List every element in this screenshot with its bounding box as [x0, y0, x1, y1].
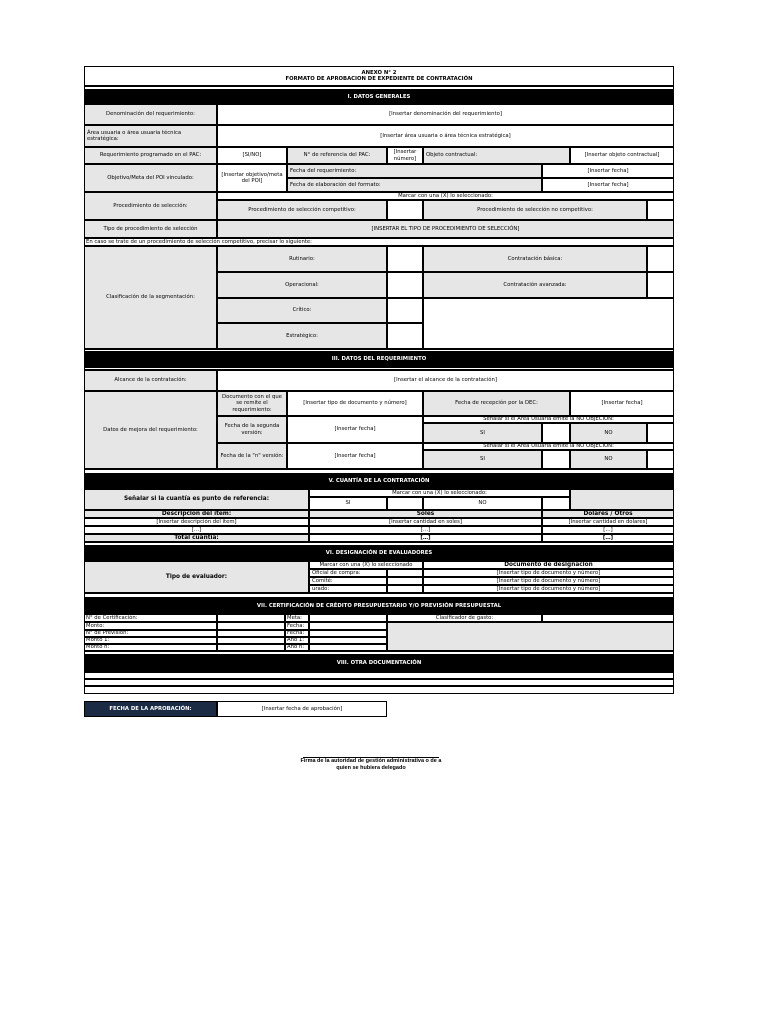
ano-n-label: Año n: [285, 644, 309, 651]
section-title-cuantia: V. CUANTÍA DE LA CONTRATACIÓN [84, 474, 674, 489]
no-objecion-si-1: SI [423, 423, 542, 443]
annex-number: ANEXO N° 2 [361, 69, 397, 76]
meta-field[interactable] [309, 614, 387, 622]
cuantia-blank [570, 489, 674, 510]
evaluador-jurado-label: urado: [309, 585, 387, 593]
no-objecion-si-check-1[interactable] [542, 423, 570, 443]
col-descripcion-item: Descripción del ítem: [84, 510, 309, 518]
proc-no-competitivo-check[interactable] [647, 200, 674, 220]
evaluador-comite-check[interactable] [387, 577, 423, 585]
item-soles-field[interactable]: [Insertar cantidad en soles] [309, 518, 542, 526]
fecha-n-field[interactable]: [Insertar fecha] [287, 443, 423, 469]
cuantia-marcar-note: Marcar con una (X) lo seleccionado: [309, 489, 570, 497]
doc-remite-label: Documento con el que se remite el requerimiento: [217, 391, 287, 416]
form-title: FORMATO DE APROBACION DE EXPEDIENTE DE CONTRATACIÓN [285, 76, 473, 82]
pac-field[interactable]: [SI/NO] [217, 147, 287, 164]
clasificador-field[interactable] [542, 614, 674, 622]
cuantia-si-check[interactable] [387, 497, 423, 510]
no-objecion-no-2: NO [570, 450, 647, 469]
no-objecion-note-1: Señalar si el Área Usuaria emite la NO OBJECIÓN: [423, 416, 674, 423]
col-soles: Soles [309, 510, 542, 518]
caso-competitivo-note: En caso se trate de un procedimiento de selección competitivo, precisar lo siguiente: [84, 238, 674, 246]
total-soles-field[interactable]: […] [309, 534, 542, 542]
no-objecion-si-2: SI [423, 450, 542, 469]
ano-n-field[interactable] [309, 644, 387, 651]
fecha-cert-label: Fecha: [285, 622, 309, 630]
ano-1-field[interactable] [309, 637, 387, 644]
objeto-field[interactable]: [Insertar objeto contractual] [570, 147, 674, 164]
signature-caption [280, 758, 462, 773]
ref-pac-field[interactable]: [Insertar número] [387, 147, 423, 164]
evaluador-jurado-doc[interactable]: [Insertar tipo de documento y número] [423, 585, 674, 593]
objeto-label: Objeto contractual: [423, 147, 570, 164]
total-cuantia-label: Total cuantía: [84, 534, 309, 542]
area-usuaria-field[interactable]: [Insertar área usuaria o área técnica estratégica] [217, 125, 674, 147]
item-dolares-more[interactable]: […] [542, 526, 674, 534]
otra-doc-row-3[interactable] [84, 686, 674, 694]
evaluador-oficial-label: Oficial de compra: [309, 569, 387, 577]
evaluador-oficial-check[interactable] [387, 569, 423, 577]
tipo-proc-label: Tipo de procedimiento de selección [84, 220, 217, 238]
monto-label: Monto: [84, 622, 217, 630]
prevision-label: N° de Previsión: [84, 630, 217, 637]
no-objecion-si-check-2[interactable] [542, 450, 570, 469]
fecha-n-label: Fecha de la "n" versión: [217, 443, 287, 469]
no-objecion-no-check-2[interactable] [647, 450, 674, 469]
fecha-cert-field[interactable] [309, 622, 387, 630]
monto-field[interactable] [217, 622, 285, 630]
otra-doc-row-1[interactable] [84, 672, 674, 679]
fecha-recepcion-field[interactable]: [Insertar fecha] [570, 391, 674, 416]
section-title-evaluadores: VI. DESIGNACIÓN DE EVALUADORES [84, 546, 674, 561]
fecha-aprobacion-label: FECHA DE LA APROBACIÓN: [84, 701, 217, 717]
alcance-label: Alcance de la contratación: [84, 370, 217, 391]
proc-competitivo-label: Procedimiento de selección competitivo: [217, 200, 387, 220]
fecha-segunda-field[interactable]: [Insertar fecha] [287, 416, 423, 443]
cuantia-si-label: SI [309, 497, 387, 510]
meta-label: Meta: [285, 614, 309, 622]
contratacion-avanzada-label: Contratación avanzada: [423, 272, 647, 298]
fecha-aprobacion-field[interactable]: [Insertar fecha de aprobación] [217, 701, 387, 717]
pac-label: Requerimiento programado en el PAC: [84, 147, 217, 164]
fecha-formato-field[interactable]: [Insertar fecha] [542, 178, 674, 192]
item-soles-more[interactable]: […] [309, 526, 542, 534]
signature-line-1: Firma de la autoridad de gestión administrativa o de a [300, 758, 442, 764]
contratacion-basica-label: Contratación básica: [423, 246, 647, 272]
tipo-proc-field[interactable]: [INSERTAR EL TIPO DE PROCEDIMIENTO DE SELECCIÓN] [217, 220, 674, 238]
rutinario-label: Rutinario: [217, 246, 387, 272]
fecha-req-label: Fecha del requerimiento: [287, 164, 542, 178]
evaluador-comite-label: Comité: [309, 577, 387, 585]
estrategico-check[interactable] [387, 323, 423, 349]
fecha-req-field[interactable]: [Insertar fecha] [542, 164, 674, 178]
form-header [84, 66, 674, 86]
segmentacion-blank [423, 298, 674, 349]
rutinario-check[interactable] [387, 246, 423, 272]
section-title-certificacion: VII. CERTIFICACIÓN DE CRÉDITO PRESUPUESTARIO Y/O PREVISIÓN PRESUPUESTAL [84, 598, 674, 614]
cuantia-no-check[interactable] [542, 497, 570, 510]
no-objecion-note-2: Señalar si el Área Usuaria emite la NO OBJECIÓN: [423, 443, 674, 450]
proc-label: Procedimiento de selección: [84, 192, 217, 220]
denominacion-field[interactable]: [Insertar denominación del requerimiento] [217, 104, 674, 125]
operacional-check[interactable] [387, 272, 423, 298]
signature-line-2: quien se hubiera delegado [336, 765, 406, 772]
poi-label: Objetivo/Meta del POI vinculado: [84, 164, 217, 192]
proc-no-competitivo-label: Procedimiento de selección no competitivo: [423, 200, 647, 220]
section-title-datos-generales: I. DATOS GENERALES [84, 90, 674, 104]
certificacion-label: N° de Certificación: [84, 614, 217, 622]
item-dolares-field[interactable]: [Insertar cantidad en dolares] [542, 518, 674, 526]
critico-label: Crítico: [217, 298, 387, 323]
critico-check[interactable] [387, 298, 423, 323]
mejora-label: Datos de mejora del requerimiento: [84, 391, 217, 469]
estrategico-label: Estratégico: [217, 323, 387, 349]
cuantia-no-label: NO [423, 497, 542, 510]
no-objecion-no-1: NO [570, 423, 647, 443]
fecha-segunda-label: Fecha de la segunda versión: [217, 416, 287, 443]
item-descripcion-more[interactable]: […] [84, 526, 309, 534]
no-objecion-no-check-1[interactable] [647, 423, 674, 443]
monto-1-label: Monto 1: [84, 637, 217, 644]
monto-n-label: Monto n: [84, 644, 217, 651]
monto-1-field[interactable] [217, 637, 285, 644]
fecha-prev-label: Fecha: [285, 630, 309, 637]
ano-1-label: Año 1: [285, 637, 309, 644]
alcance-field[interactable]: [Insertar el alcance de la contratación] [217, 370, 674, 391]
operacional-label: Operacional: [217, 272, 387, 298]
fecha-prev-field[interactable] [309, 630, 387, 637]
evaluador-oficial-doc[interactable]: [Insertar tipo de documento y número] [423, 569, 674, 577]
contratacion-avanzada-check[interactable] [647, 272, 674, 298]
item-descripcion-field[interactable]: [Insertar descripción del ítem] [84, 518, 309, 526]
certificacion-field[interactable] [217, 614, 285, 622]
marcar-x-note: Marcar con una (X) lo seleccionado: [217, 192, 674, 200]
area-usuaria-label: Área usuaria o área usuaria técnica estratégica: [84, 125, 217, 147]
ref-pac-label: N° de referencia del PAC: [287, 147, 387, 164]
contratacion-basica-check[interactable] [647, 246, 674, 272]
denominacion-label: Denominación del requerimiento: [84, 104, 217, 125]
segmentacion-label: Clasificación de la segmentación: [84, 246, 217, 349]
proc-competitivo-check[interactable] [387, 200, 423, 220]
otra-doc-row-2[interactable] [84, 679, 674, 686]
doc-remite-field[interactable]: [Insertar tipo de documento y número] [287, 391, 423, 416]
fecha-formato-label: Fecha de elaboración del formato: [287, 178, 542, 192]
monto-n-field[interactable] [217, 644, 285, 651]
poi-field[interactable]: [Insertar objetivo/meta del POI] [217, 164, 287, 192]
evaluador-comite-doc[interactable]: [Insertar tipo de documento y número] [423, 577, 674, 585]
fecha-recepcion-label: Fecha de recepción por la DEC: [423, 391, 570, 416]
evaluador-jurado-check[interactable] [387, 585, 423, 593]
evaluador-marcar-note: Marcar con una (X) lo seleccionado [309, 561, 423, 569]
clasificador-blank [387, 622, 674, 651]
prevision-field[interactable] [217, 630, 285, 637]
col-dolares: Dolares / Otros [542, 510, 674, 518]
total-dolares-field[interactable]: […] [542, 534, 674, 542]
tipo-evaluador-label: Tipo de evaluador: [84, 561, 309, 593]
clasificador-label: Clasificador de gasto: [387, 614, 542, 622]
section-title-otra-documentacion: VIII. OTRA DOCUMENTACIÓN [84, 655, 674, 672]
doc-designacion-header: Documento de designación [423, 561, 674, 569]
section-title-datos-requerimiento: III. DATOS DEL REQUERIMIENTO [84, 352, 674, 367]
cuantia-referencia-label: Señalar si la cuantía es punto de referencia: [84, 489, 309, 510]
